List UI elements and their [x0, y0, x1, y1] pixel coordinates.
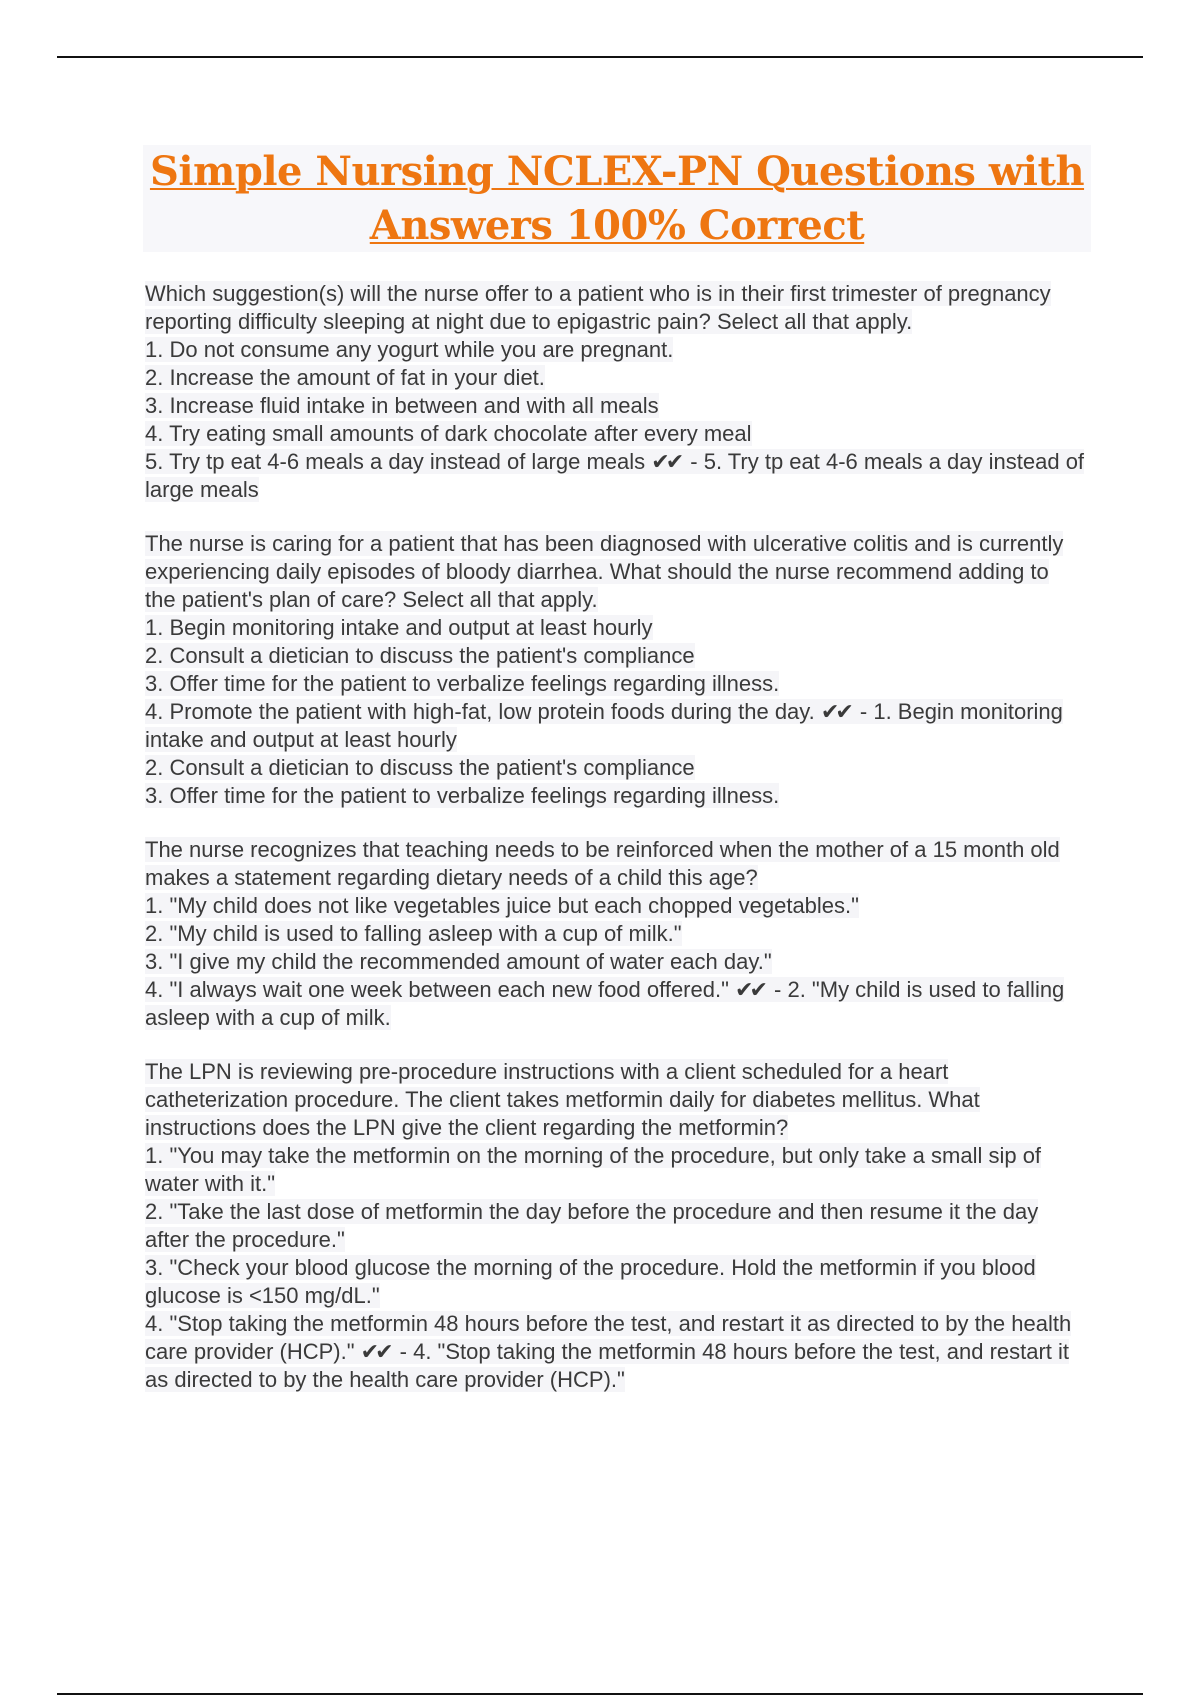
option-item: 2. Increase the amount of fat in your diet.: [145, 365, 545, 390]
question-block-2: [145, 530, 1085, 810]
answer-extra-item: 3. Offer time for the patient to verbalize feelings regarding illness.: [145, 783, 780, 808]
option-item: 1. Do not consume any yogurt while you are pregnant.: [145, 337, 674, 362]
page-title: [150, 145, 1084, 253]
checkmark-icon: ✔✔: [735, 977, 764, 1002]
header-rule: [57, 56, 1143, 58]
option-item: 1. "You may take the metformin on the morning of the procedure, but only take a small sip of water with it.": [145, 1143, 1042, 1196]
answer-text: - 1. Begin monitoring intake and output at least hourly: [145, 699, 1063, 752]
checkmark-icon: ✔✔: [360, 1339, 390, 1364]
option-item: 2. "Take the last dose of metformin the day before the procedure and then resume it the day after the procedure.": [145, 1199, 1039, 1252]
footer-rule: [57, 1693, 1143, 1695]
option-item: 1. Begin monitoring intake and output at least hourly: [145, 615, 653, 640]
answer-text: - 4. "Stop taking the metformin 48 hours before the test, and restart it as directed to by the health care provider (HCP).": [145, 1339, 1070, 1392]
option-item: 4. "I always wait one week between each new food offered.": [145, 977, 729, 1002]
question-prompt: Which suggestion(s) will the nurse offer to a patient who is in their first trimester of pregnancy reporting difficulty sleeping at night due to epigastric pain? Select all that apply.: [145, 281, 1051, 334]
option-item: 4. Try eating small amounts of dark chocolate after every meal: [145, 421, 752, 446]
option-item: 1. "My child does not like vegetables juice but each chopped vegetables.": [145, 893, 859, 918]
title-line-1: Simple Nursing NCLEX-PN Questions with: [149, 147, 1085, 195]
question-prompt: The nurse is caring for a patient that has been diagnosed with ulcerative colitis and is currently experiencing daily episodes of bloody diarrhea. What should the nurse recommend adding to the patient's plan of care? Select all that apply.: [145, 531, 1064, 612]
option-item: 3. Increase fluid intake in between and with all meals: [145, 393, 659, 418]
title-banner: [143, 145, 1091, 252]
document-body: [145, 280, 1085, 1420]
question-prompt: The LPN is reviewing pre-procedure instructions with a client scheduled for a heart catheterization procedure. The client takes metformin daily for diabetes mellitus. What instructions does the LPN give the client regarding the metformin?: [145, 1059, 980, 1140]
checkmark-icon: ✔✔: [651, 449, 681, 474]
checkmark-icon: ✔✔: [820, 699, 850, 724]
answer-text: - 2. "My child is used to falling asleep with a cup of milk.: [145, 977, 1065, 1030]
option-item: 3. Offer time for the patient to verbalize feelings regarding illness.: [145, 671, 780, 696]
question-block-1: [145, 280, 1085, 504]
answer-extra-item: 2. Consult a dietician to discuss the patient's compliance: [145, 755, 695, 780]
option-item: 2. "My child is used to falling asleep with a cup of milk.": [145, 921, 682, 946]
answer-text: - 5. Try tp eat 4-6 meals a day instead of large meals: [145, 449, 1085, 502]
title-line-2: Answers 100% Correct: [369, 201, 865, 249]
option-item: 3. "I give my child the recommended amount of water each day.": [145, 949, 772, 974]
question-prompt: The nurse recognizes that teaching needs to be reinforced when the mother of a 15 month old makes a statement regarding dietary needs of a child this age?: [145, 837, 1060, 890]
question-block-4: [145, 1058, 1085, 1394]
option-item: 4. Promote the patient with high-fat, low protein foods during the day.: [145, 699, 815, 724]
option-item: 4. "Stop taking the metformin 48 hours before the test, and restart it as directed to by the health care provider (HCP).": [145, 1311, 1072, 1364]
option-item: 5. Try tp eat 4-6 meals a day instead of large meals: [145, 449, 646, 474]
option-item: 3. "Check your blood glucose the morning of the procedure. Hold the metformin if you blood glucose is <150 mg/dL.": [145, 1255, 1036, 1308]
question-block-3: [145, 836, 1085, 1032]
option-item: 2. Consult a dietician to discuss the patient's compliance: [145, 643, 695, 668]
